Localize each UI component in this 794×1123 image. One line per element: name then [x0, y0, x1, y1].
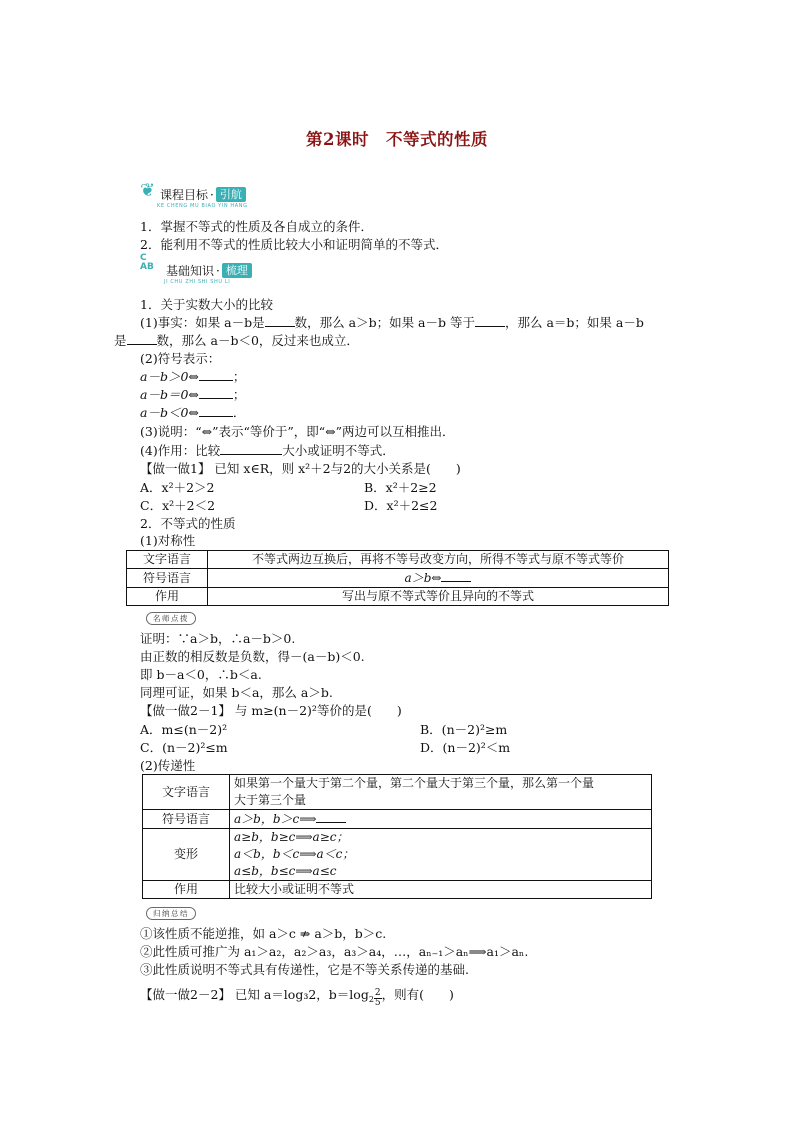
- try21-question: 【做一做2－1】 与 m≥(n－2)²等价的是( ): [140, 703, 402, 718]
- explanation-line: (3)说明：“⇔”表示“等价于”，即“⇔”两边可以互相推出．: [140, 424, 455, 439]
- table-cell: a≥b，b≥c⟹a≥c； a＜b，b＜c⟹a＜c； a≤b，b≤c⟹a≤c: [230, 829, 652, 881]
- purpose-line: (4)作用：比较 大小或证明不等式．: [140, 443, 395, 458]
- proof-line-1: 证明：∵a＞b，∴a－b＞0.: [140, 631, 296, 646]
- badge-dot: ·: [210, 187, 214, 202]
- blank: [199, 368, 233, 381]
- table-cell: a＞b⇔: [208, 569, 669, 588]
- try21-option-c: C．(n－2)²≤m: [140, 740, 228, 755]
- try21-option-d: D．(n－2)²＜m: [420, 740, 511, 755]
- blank: [316, 810, 346, 823]
- summary-line-2: ②此性质可推广为 a₁＞a₂，a₂＞a₃，a₃＞a₄，…，aₙ₋₁＞aₙ⟹a₁＞aₙ.: [140, 944, 529, 959]
- summary-tag: 归纳总结: [146, 907, 196, 920]
- blank: [199, 404, 233, 417]
- badge-dot: ·: [216, 263, 220, 278]
- table-row: [143, 881, 652, 899]
- transitivity-heading: (2)传递性: [140, 758, 196, 773]
- table-cell: a＞b，b＞c⟹: [230, 810, 652, 829]
- summary-line-1: ①该性质不能逆推，如 a＞c ⇏ a＞b，b＞c.: [140, 926, 387, 941]
- symbol-line-1: a－b＞0⇔ ；: [140, 369, 246, 384]
- fact-line-1: (1)事实：如果 a－b是 数，那么 a＞b；如果 a－b 等于 ，那么 a＝b；如果 a－b: [140, 315, 644, 330]
- symmetry-heading: (1)对称性: [140, 533, 196, 548]
- blank: [441, 569, 471, 582]
- summary-line-3: ③此性质说明不等式具有传递性，它是不等关系传递的基础.: [140, 962, 469, 977]
- table-row: [127, 588, 669, 606]
- badge-tag: 引航: [216, 187, 246, 202]
- fraction: $\frac{2}{5}$: [374, 988, 381, 1008]
- goal-1: 1．掌握不等式的性质及各自成立的条件．: [140, 219, 373, 234]
- section1-heading: 1．关于实数大小的比较: [140, 297, 273, 312]
- table-cell: 比较大小或证明不等式: [230, 881, 652, 899]
- blank: [265, 314, 295, 327]
- table-row: [143, 829, 652, 881]
- table-cell: 写出与原不等式等价且异向的不等式: [208, 588, 669, 606]
- table-cell: 作用: [127, 588, 208, 606]
- table-cell: 作用: [143, 881, 230, 899]
- try1-option-c: C．x²＋2＜2: [140, 498, 216, 513]
- abc-icon: C AB: [140, 253, 154, 272]
- badge-swirl-icon: ❦: [140, 180, 156, 201]
- badge-main-label: 基础知识: [166, 264, 215, 278]
- blank: [220, 442, 282, 455]
- table-cell: 文字语言: [127, 551, 208, 569]
- fact-line-2: 是 数，那么 a－b＜0，反过来也成立．: [114, 333, 359, 348]
- try1-option-b: B．x²＋2≥2: [364, 480, 437, 495]
- try1-question: 【做一做1】 已知 x∈R，则 x²＋2与2的大小关系是( ): [140, 461, 461, 476]
- symbol-line-3: a－b＜0⇔ ．: [140, 405, 246, 420]
- proof-line-2: 由正数的相反数是负数，得－(a－b)＜0.: [140, 649, 365, 664]
- tip-tag: 名师点拨: [146, 612, 196, 625]
- try21-option-a: A．m≤(n－2)²: [140, 722, 228, 737]
- transitivity-table: [142, 774, 652, 899]
- table-cell: 符号语言: [143, 810, 230, 829]
- badge-tag: 梳理: [222, 263, 252, 278]
- badge-main-label: 课程目标: [160, 188, 209, 202]
- table-cell: 符号语言: [127, 569, 208, 588]
- table-row: [143, 775, 652, 810]
- symbol-heading: (2)符号表示：: [140, 351, 221, 366]
- blank: [127, 332, 157, 345]
- table-row: [143, 810, 652, 829]
- try21-option-b: B．(n－2)²≥m: [420, 722, 508, 737]
- table-row: [127, 569, 669, 588]
- table-cell: 如果第一个量大于第二个量，第二个量大于第三个量，那么第一个量 大于第三个量: [230, 775, 652, 810]
- proof-line-4: 同理可证，如果 b＜a，那么 a＞b.: [140, 685, 333, 700]
- try22-question: 【做一做2－2】 已知 a＝log₃2，$b=\log_2$ $\frac{2}{5}$ ，则有( ): [140, 987, 454, 1008]
- section2-heading: 2．不等式的性质: [140, 516, 236, 531]
- symbol-line-2: a－b＝0⇔ ；: [140, 387, 246, 402]
- proof-line-3: 即 b－a＜0，∴b＜a.: [140, 667, 262, 682]
- page-title: 第2课时 不等式的性质: [306, 130, 488, 149]
- goal-2: 2．能利用不等式的性质比较大小和证明简单的不等式．: [140, 237, 448, 252]
- blank: [199, 386, 233, 399]
- badge-subtitle: JI CHU ZHI SHI SHU LI: [164, 279, 231, 285]
- symmetry-table: [126, 550, 669, 606]
- try1-option-d: D．x²＋2≤2: [364, 498, 438, 513]
- try1-option-a: A．x²＋2＞2: [140, 480, 215, 495]
- blank: [475, 314, 505, 327]
- table-row: [127, 551, 669, 569]
- table-cell: 文字语言: [143, 775, 230, 810]
- badge-subtitle: KE CHENG MU BIAO YIN HANG: [157, 203, 248, 209]
- table-cell: 不等式两边互换后，再将不等号改变方向，所得不等式与原不等式等价: [208, 551, 669, 569]
- table-cell: 变形: [143, 829, 230, 881]
